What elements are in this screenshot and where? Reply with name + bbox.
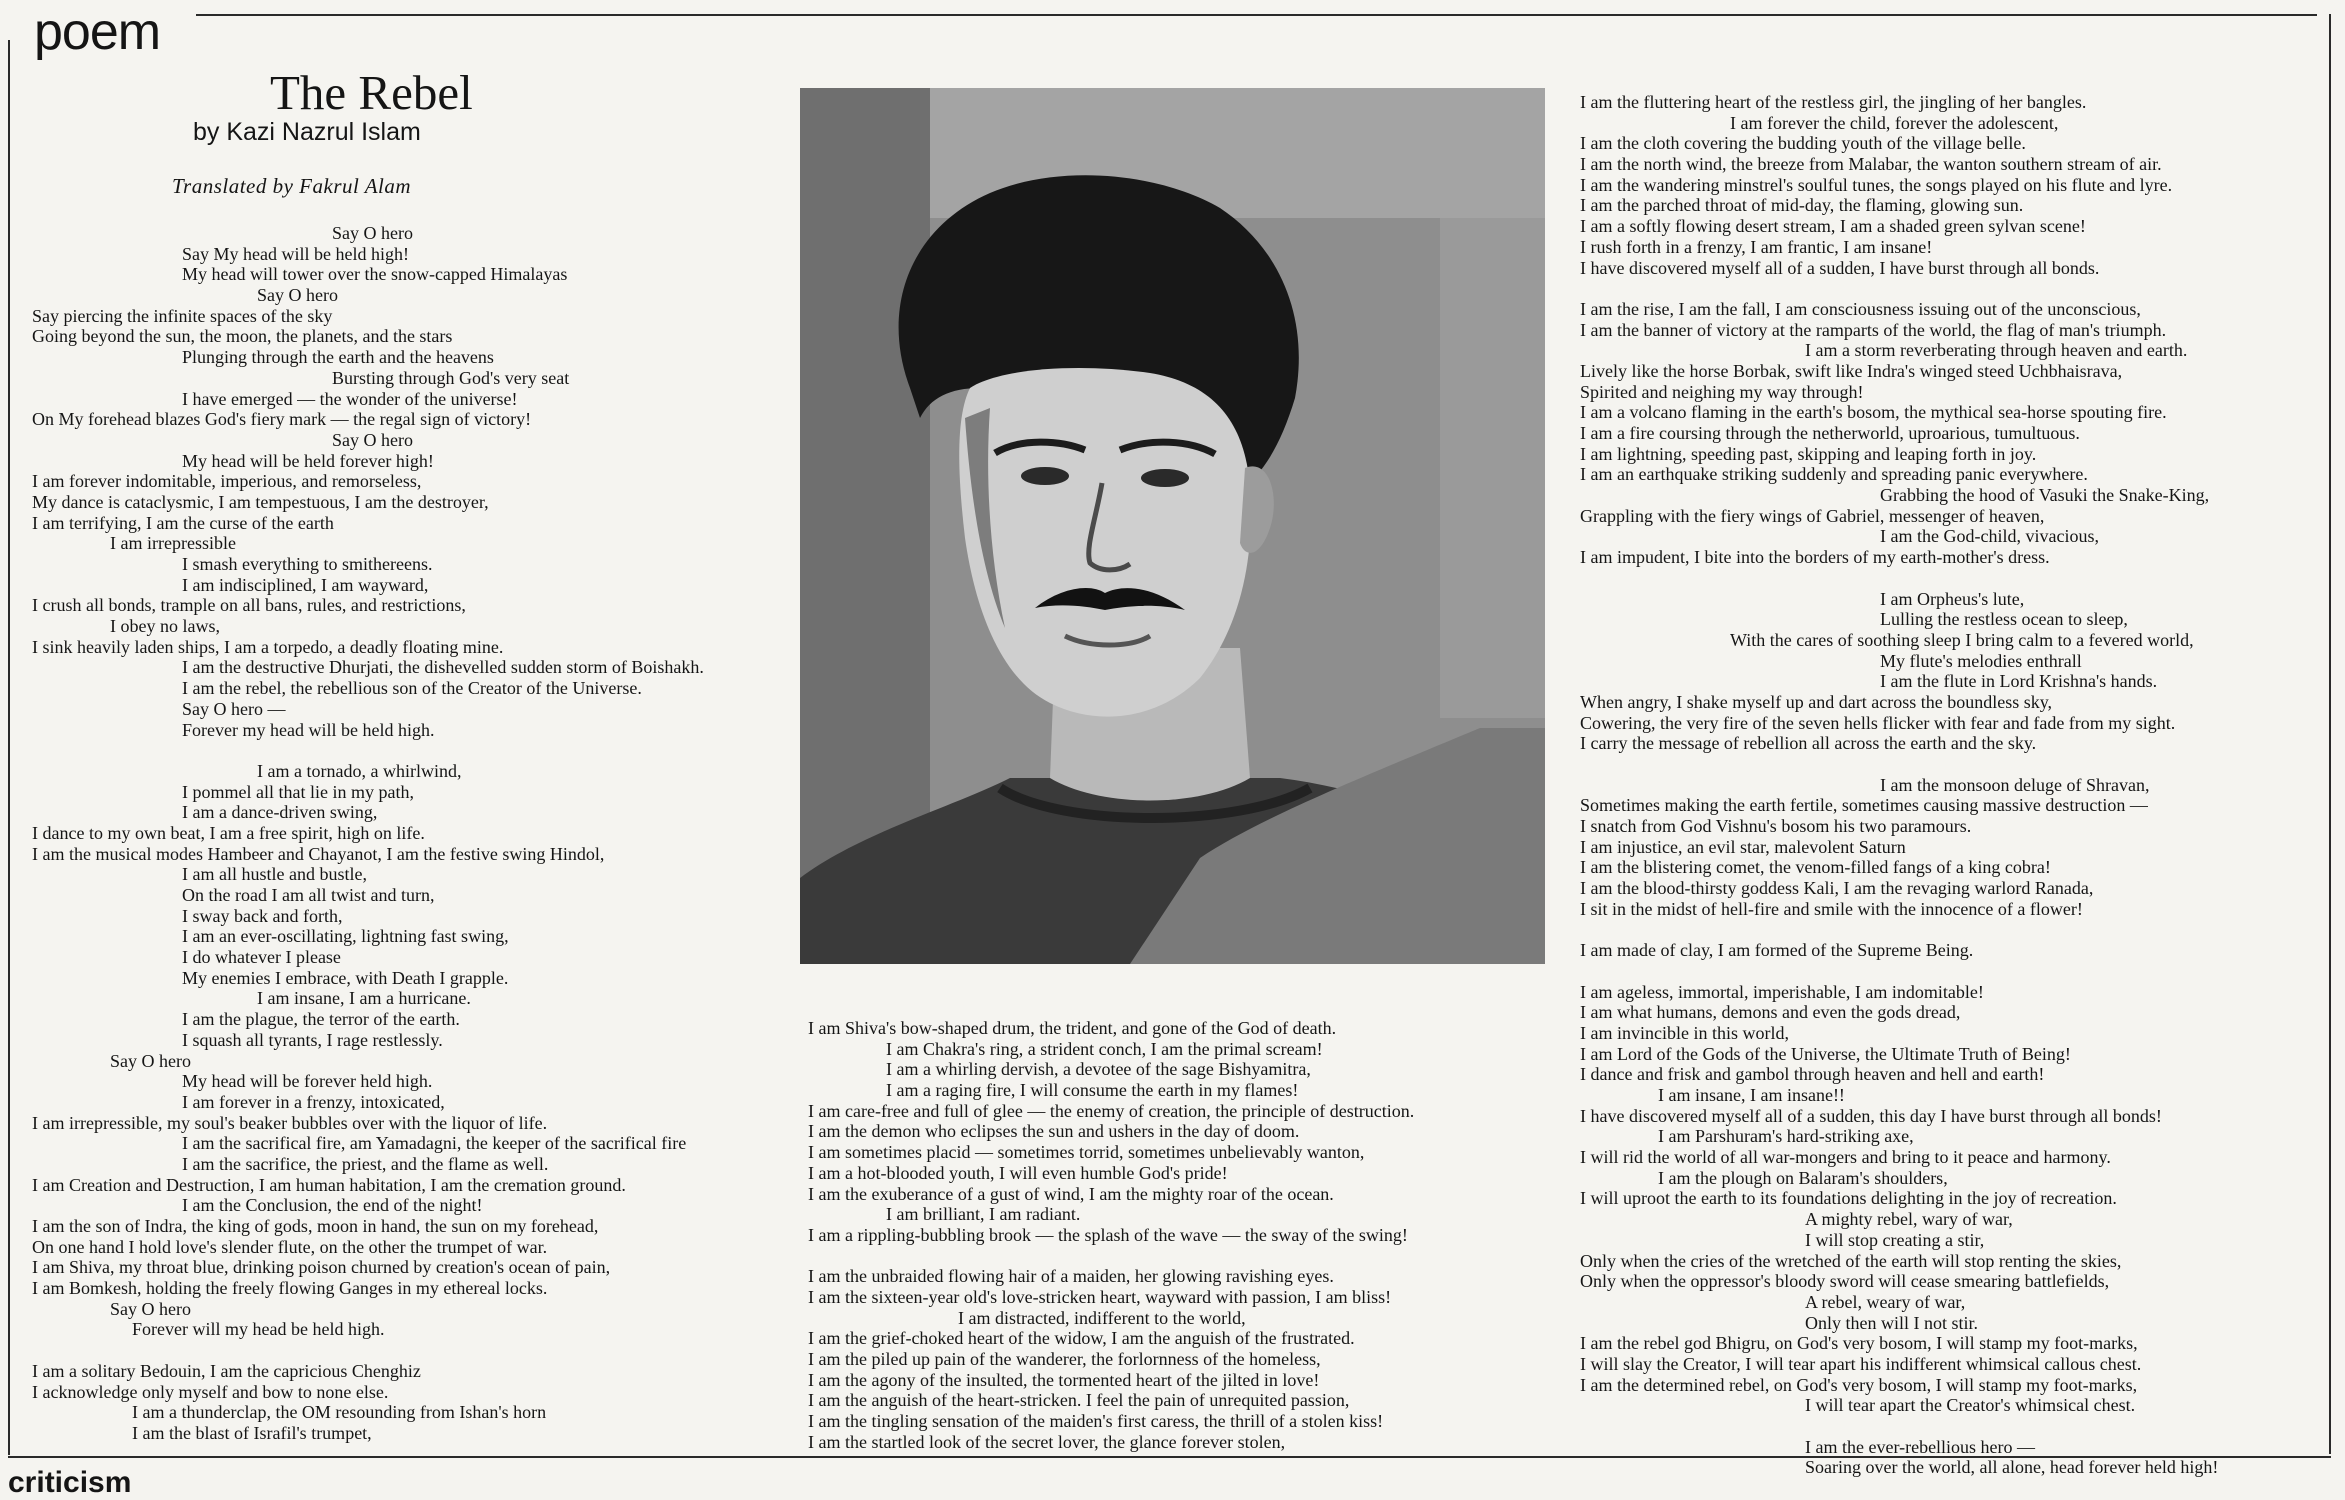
poem-line: I am the sacrifice, the priest, and the flame as well.	[182, 1153, 549, 1174]
poem-line: I am an earthquake striking suddenly and spreading panic everywhere.	[1580, 464, 2088, 485]
poem-column-2	[808, 1018, 1414, 1452]
poem-line: Lively like the horse Borbak, swift like Indra's winged steed Uchbhaisrava,	[1580, 360, 2123, 381]
portrait-illustration	[800, 88, 1545, 964]
poem-column-3	[1580, 92, 2218, 1478]
poem-line: I am the God-child, vivacious,	[1880, 526, 2099, 547]
poem-line: I am ageless, immortal, imperishable, I am indomitable!	[1580, 981, 1984, 1002]
poem-line: My head will be forever held high.	[182, 1071, 433, 1092]
top-rule	[196, 14, 2317, 16]
poem-line: I am the blistering comet, the venom-filled fangs of a king cobra!	[1580, 857, 2051, 878]
poem-line: I am forever in a frenzy, intoxicated,	[182, 1091, 445, 1112]
poem-line: I am insane, I am a hurricane.	[257, 988, 471, 1009]
poem-column-1	[32, 223, 704, 1444]
poem-line: On the road I am all twist and turn,	[182, 885, 435, 905]
portrait-eye-left	[1021, 467, 1069, 485]
poem-line: I crush all bonds, trample on all bans, rules, and restrictions,	[32, 595, 466, 616]
poem-line: I am the tingling sensation of the maiden's first caress, the thrill of a stolen kiss!	[808, 1411, 1384, 1432]
poem-line: I am the musical modes Hambeer and Chayanot, I am the festive swing Hindol,	[32, 843, 605, 864]
poem-line: My dance is cataclysmic, I am tempestuous, I am the destroyer,	[32, 491, 489, 512]
poem-line: Say My head will be held high!	[182, 243, 409, 264]
poem-line: My flute's melodies enthrall	[1880, 650, 2082, 671]
poem-line: I am the blast of Israfil's trumpet,	[132, 1422, 372, 1443]
poem-line: I am lightning, speeding past, skipping and leaping forth in joy.	[1580, 443, 2037, 464]
poem-line: I sink heavily laden ships, I am a torpedo, a deadly floating mine.	[32, 636, 504, 657]
poem-line: I am the piled up pain of the wanderer, the forlornness of the homeless,	[808, 1349, 1321, 1369]
poem-line: I am what humans, demons and even the gods dread,	[1580, 1002, 1961, 1023]
poem-line: Soaring over the world, all alone, head forever held high!	[1805, 1457, 2219, 1478]
poem-line: I have emerged — the wonder of the universe!	[182, 388, 518, 409]
poem-line: I am Orpheus's lute,	[1880, 588, 2025, 609]
poem-line: I am the son of Indra, the king of gods, moon in hand, the sun on my forehead,	[32, 1216, 599, 1236]
poem-line: I will uproot the earth to its foundations delighting in the joy of recreation.	[1580, 1188, 2117, 1209]
poem-line: I am impudent, I bite into the borders of my earth-mother's dress.	[1580, 547, 2050, 568]
poem-line: Say O hero	[332, 223, 413, 243]
poem-line: I dance to my own beat, I am a free spirit, high on life.	[32, 822, 425, 843]
poem-line: I am distracted, indifferent to the world,	[958, 1307, 1246, 1328]
stanza-break	[1580, 754, 2218, 775]
poem-line: I am the startled look of the secret lover, the glance forever stolen,	[808, 1431, 1286, 1452]
poem-title: The Rebel	[270, 65, 473, 120]
stanza-break	[1580, 1416, 2218, 1437]
poem-line: Bursting through God's very seat	[332, 367, 570, 388]
portrait-eye-right	[1141, 469, 1189, 487]
poem-line: I am a thunderclap, the OM resounding from Ishan's horn	[132, 1402, 547, 1423]
poem-line: My head will be held forever high!	[182, 450, 434, 471]
poem-line: I am a fire coursing through the netherworld, uproarious, tumultuous.	[1580, 423, 2080, 443]
poem-line: I am a tornado, a whirlwind,	[257, 760, 462, 781]
poem-line: I am a volcano flaming in the earth's bosom, the mythical sea-horse spouting fire.	[1580, 402, 2167, 423]
poem-line: I am Chakra's ring, a strident conch, I am the primal scream!	[886, 1038, 1323, 1059]
poem-line: Only then will I not stir.	[1805, 1312, 1978, 1333]
poem-line: I am Parshuram's hard-striking axe,	[1658, 1126, 1914, 1147]
poem-line: I am sometimes placid — sometimes torrid, sometimes unbelievably wanton,	[808, 1142, 1365, 1163]
poem-line: Say O hero	[332, 429, 413, 450]
poem-line: I am the exuberance of a gust of wind, I am the mighty roar of the ocean.	[808, 1183, 1334, 1204]
poem-line: I am a raging fire, I will consume the earth in my flames!	[886, 1080, 1299, 1101]
poem-line: Only when the cries of the wretched of the earth will stop renting the skies,	[1580, 1250, 2122, 1271]
poem-line: I pommel all that lie in my path,	[182, 781, 414, 802]
poem-line: I am the monsoon deluge of Shravan,	[1880, 774, 2150, 795]
poem-line: I am the ever-rebellious hero —	[1805, 1436, 2036, 1457]
poem-line: I am the Conclusion, the end of the night!	[182, 1195, 483, 1216]
poem-line: I am a whirling dervish, a devotee of the sage Bishyamitra,	[886, 1059, 1311, 1080]
poem-line: I am Lord of the Gods of the Universe, the Ultimate Truth of Being!	[1580, 1043, 2071, 1064]
poem-line: I am the anguish of the heart-stricken. I feel the pain of unrequited passion,	[808, 1390, 1350, 1411]
poem-line: I am the cloth covering the budding youth of the village belle.	[1580, 133, 2026, 154]
poem-line: I am made of clay, I am formed of the Supreme Being.	[1580, 940, 1974, 961]
poem-line: My head will tower over the snow-capped Himalayas	[182, 264, 568, 285]
poem-line: I am the unbraided flowing hair of a maiden, her glowing ravishing eyes.	[808, 1266, 1334, 1287]
poem-line: I am irrepressible, my soul's beaker bubbles over with the liquor of life.	[32, 1112, 548, 1133]
poem-line: I am the rebel, the rebellious son of the Creator of the Universe.	[182, 678, 642, 699]
poem-line: Plunging through the earth and the heavens	[182, 347, 494, 368]
poem-line: I have discovered myself all of a sudden, I have burst through all bonds.	[1580, 257, 2100, 278]
poem-line: I am the rise, I am the fall, I am consciousness issuing out of the unconscious,	[1580, 298, 2141, 319]
poem-line: I obey no laws,	[110, 616, 220, 637]
poem-line: I am brilliant, I am radiant.	[886, 1204, 1081, 1225]
poem-line: I am Creation and Destruction, I am human habitation, I am the cremation ground.	[32, 1174, 626, 1195]
section-label: poem	[34, 3, 161, 61]
left-rule	[8, 40, 10, 1455]
next-section-label: criticism	[8, 1466, 132, 1499]
poem-line: I am a dance-driven swing,	[182, 802, 378, 823]
translator-credit: Translated by Fakrul Alam	[172, 174, 412, 198]
poem-line: I am an ever-oscillating, lightning fast swing,	[182, 926, 509, 947]
poem-line: I am Shiva's bow-shaped drum, the trident, and gone of the God of death.	[808, 1018, 1337, 1038]
poem-line: I am indisciplined, I am wayward,	[182, 574, 429, 595]
poem-line: I am a solitary Bedouin, I am the capricious Chenghiz	[32, 1360, 421, 1381]
poem-line: I rush forth in a frenzy, I am frantic, I am insane!	[1580, 236, 1933, 257]
poem-line: I am the flute in Lord Krishna's hands.	[1880, 671, 2158, 692]
stanza-break	[1580, 278, 2218, 299]
right-rule	[2329, 14, 2331, 1454]
poem-line: I do whatever I please	[182, 947, 341, 968]
stanza-break	[32, 740, 704, 761]
poem-line: Forever will my head be held high.	[132, 1319, 385, 1340]
poem-line: I have discovered myself all of a sudden, this day I have burst through all bonds!	[1580, 1105, 2162, 1126]
poem-line: Sometimes making the earth fertile, sometimes causing massive destruction —	[1580, 795, 2148, 816]
poem-line: I sway back and forth,	[182, 905, 343, 926]
poem-line: I am a storm reverberating through heaven and earth.	[1805, 340, 2188, 361]
poem-line: I am the fluttering heart of the restless girl, the jingling of her bangles.	[1580, 92, 2087, 112]
poem-line: I am the grief-choked heart of the widow, I am the anguish of the frustrated.	[808, 1328, 1355, 1349]
poem-line: On one hand I hold love's slender flute, on the other the trumpet of war.	[32, 1236, 548, 1257]
poem-line: I am the banner of victory at the ramparts of the world, the flag of man's triumph.	[1580, 319, 2167, 340]
poem-line: I will tear apart the Creator's whimsical chest.	[1805, 1395, 2136, 1416]
poem-line: When angry, I shake myself up and dart across the boundless sky,	[1580, 691, 2053, 712]
poem-line: I acknowledge only myself and bow to none else.	[32, 1381, 389, 1402]
poem-line: I am irrepressible	[110, 533, 236, 554]
poem-line: Only when the oppressor's bloody sword will cease smearing battlefields,	[1580, 1271, 2110, 1292]
poem-line: I am the parched throat of mid-day, the flaming, glowing sun.	[1580, 195, 2024, 216]
poem-line: I am the plough on Balaram's shoulders,	[1658, 1167, 1948, 1188]
stanza-break	[808, 1246, 1414, 1267]
poem-line: Cowering, the very fire of the seven hells flicker with fear and fade from my sight.	[1580, 712, 2176, 733]
poem-line: I squash all tyrants, I rage restlessly.	[182, 1029, 443, 1050]
poem-line: I am a softly flowing desert stream, I am a shaded green sylvan scene!	[1580, 216, 2086, 237]
poem-line: I am all hustle and bustle,	[182, 864, 367, 885]
poem-line: On My forehead blazes God's fiery mark — the regal sign of victory!	[32, 409, 532, 430]
poem-line: I am injustice, an evil star, malevolent Saturn	[1580, 836, 1906, 857]
poem-line: I am a rippling-bubbling brook — the splash of the wave — the sway of the swing!	[808, 1224, 1408, 1245]
poem-line: Say O hero —	[182, 698, 286, 719]
poem-line: I am insane, I am insane!!	[1658, 1085, 1845, 1105]
poem-line: Grabbing the hood of Vasuki the Snake-King,	[1880, 485, 2210, 506]
poem-line: I am the wandering minstrel's soulful tunes, the songs played on his flute and lyre.	[1580, 174, 2173, 195]
poem-line: I will slay the Creator, I will tear apart his indifferent whimsical callous chest.	[1580, 1353, 2142, 1374]
poem-line: Forever my head will be held high.	[182, 719, 435, 740]
poem-line: I am the demon who eclipses the sun and ushers in the day of doom.	[808, 1121, 1300, 1142]
poem-line: Grappling with the fiery wings of Gabriel, messenger of heaven,	[1580, 505, 2045, 526]
poem-line: Say O hero	[110, 1050, 191, 1071]
byline: by Kazi Nazrul Islam	[193, 118, 421, 146]
poem-line: I am the plague, the terror of the earth.	[182, 1009, 460, 1030]
stanza-break	[1580, 568, 2218, 589]
poem-line: I am the destructive Dhurjati, the dishevelled sudden storm of Boishakh.	[182, 657, 704, 678]
poem-line: I carry the message of rebellion all across the earth and the sky.	[1580, 733, 2037, 754]
poem-line: I am forever indomitable, imperious, and remorseless,	[32, 471, 422, 492]
poem-line: I dance and frisk and gambol through heaven and hell and earth!	[1580, 1064, 2045, 1085]
poem-line: I am Shiva, my throat blue, drinking poison churned by creation's ocean of pain,	[32, 1257, 611, 1278]
poem-line: I am care-free and full of glee — the enemy of creation, the principle of destruction.	[808, 1100, 1415, 1121]
portrait-wash-right	[1440, 218, 1545, 718]
poem-line: I am the agony of the insulted, the tormented heart of the jilted in love!	[808, 1369, 1320, 1390]
poem-line: I will stop creating a stir,	[1805, 1229, 1985, 1250]
poem-line: I snatch from God Vishnu's bosom his two paramours.	[1580, 816, 1972, 837]
poem-line: I am Bomkesh, holding the freely flowing Ganges in my ethereal locks.	[32, 1278, 548, 1299]
poem-line: I sit in the midst of hell-fire and smile with the innocence of a flower!	[1580, 898, 2083, 919]
poem-line: Say piercing the infinite spaces of the sky	[32, 305, 333, 326]
poem-line: With the cares of soothing sleep I bring calm to a fevered world,	[1730, 629, 2194, 650]
poem-line: Lulling the restless ocean to sleep,	[1880, 609, 2128, 630]
poem-line: I am the blood-thirsty goddess Kali, I am the revaging warlord Ranada,	[1580, 878, 2094, 899]
poem-line: I am the rebel god Bhigru, on God's very bosom, I will stamp my foot-marks,	[1580, 1333, 2138, 1354]
poem-line: I am the sixteen-year old's love-stricken heart, wayward with passion, I am bliss!	[808, 1286, 1392, 1307]
poem-line: I am terrifying, I am the curse of the earth	[32, 512, 334, 533]
poem-line: Say O hero	[257, 285, 338, 306]
poem-line: I will rid the world of all war-mongers and bring to it peace and harmony.	[1580, 1147, 2111, 1168]
poem-line: I smash everything to smithereens.	[182, 554, 433, 574]
poem-line: My enemies I embrace, with Death I grapple.	[182, 967, 509, 988]
poem-line: I am invincible in this world,	[1580, 1022, 1789, 1043]
poem-line: Say O hero	[110, 1298, 191, 1319]
stanza-break	[1580, 920, 2218, 941]
poem-line: I am the north wind, the breeze from Malabar, the wanton southern stream of air.	[1580, 154, 2162, 175]
stanza-break	[32, 1340, 704, 1361]
poem-line: I am the sacrifical fire, am Yamadagni, the keeper of the sacrifical fire	[182, 1133, 687, 1154]
poem-line: Going beyond the sun, the moon, the planets, and the stars	[32, 326, 453, 347]
poem-line: I am forever the child, forever the adolescent,	[1730, 112, 2059, 133]
poem-line: Spirited and neighing my way through!	[1580, 381, 1864, 402]
poem-line: I am a hot-blooded youth, I will even humble God's pride!	[808, 1162, 1228, 1183]
poem-line: A rebel, weary of war,	[1805, 1291, 1966, 1312]
stanza-break	[1580, 961, 2218, 982]
poem-line: A mighty rebel, wary of war,	[1805, 1209, 2013, 1230]
poem-line: I am the determined rebel, on God's very bosom, I will stamp my foot-marks,	[1580, 1374, 2138, 1395]
